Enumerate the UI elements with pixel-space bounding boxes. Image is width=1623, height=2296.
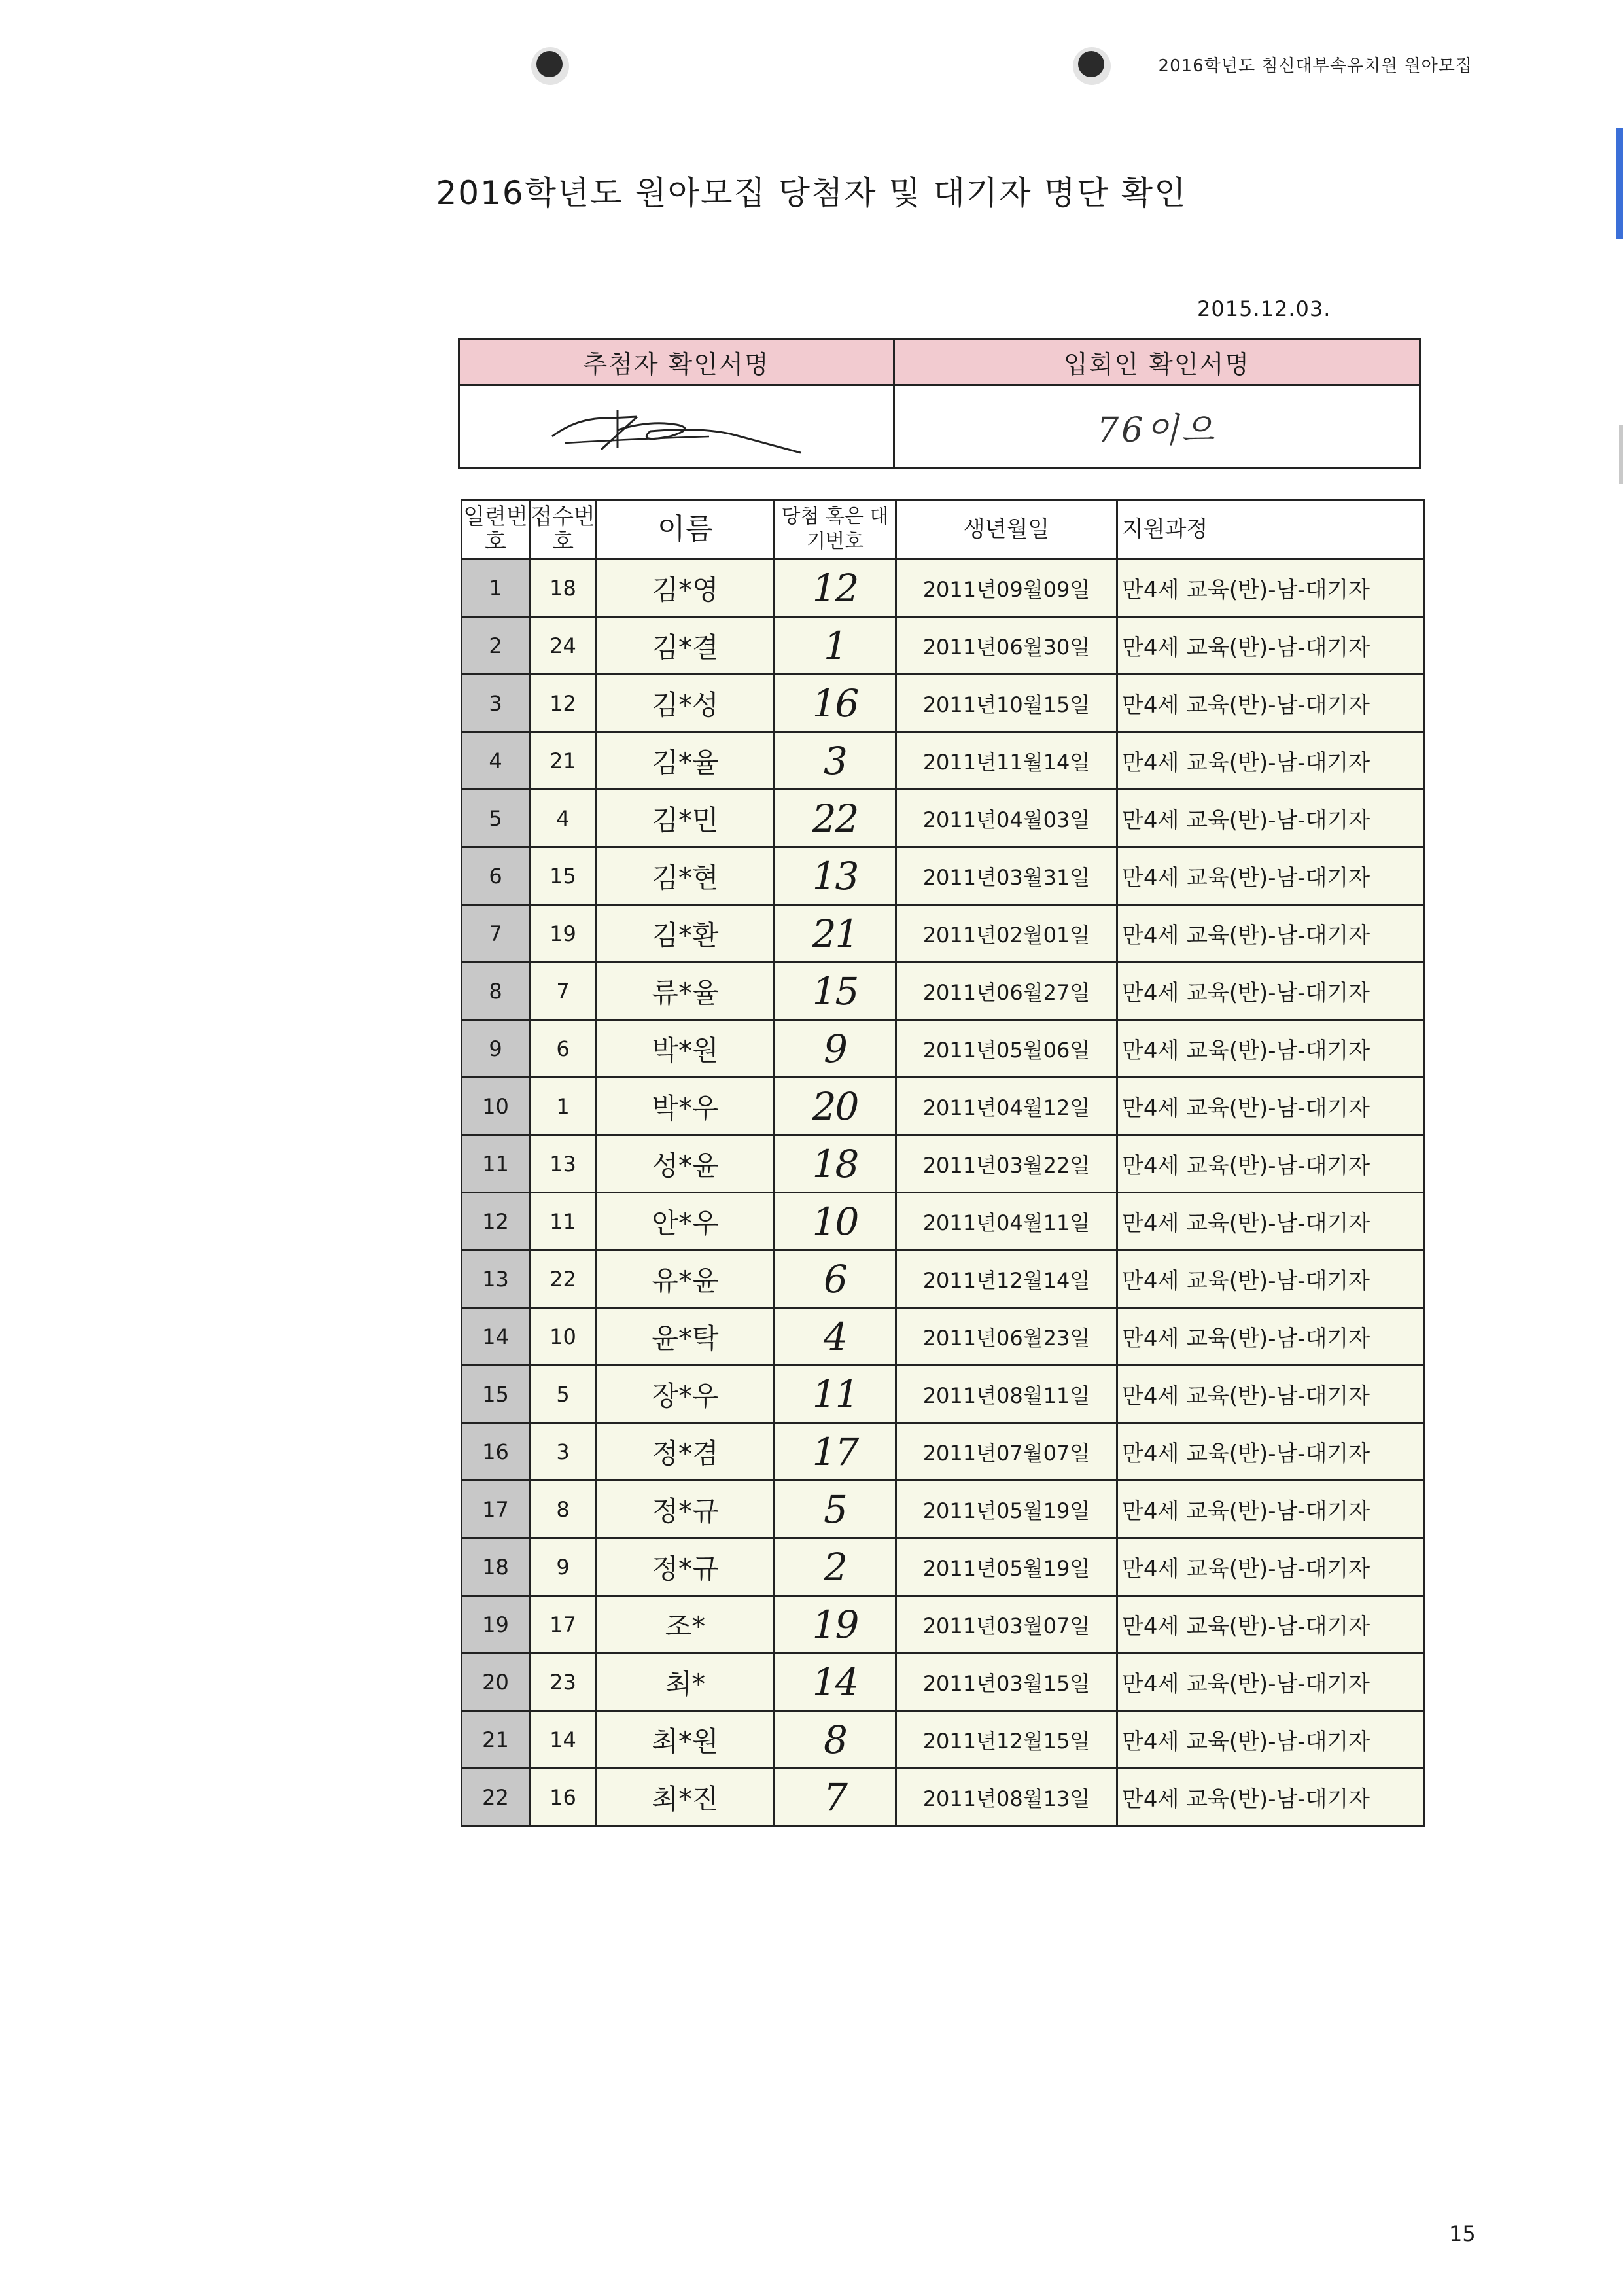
cell-draw-number: 11 bbox=[775, 1366, 896, 1423]
drawer-signature-cell bbox=[459, 385, 894, 468]
column-header-course: 지원과정 bbox=[1117, 500, 1425, 559]
cell-idx: 10 bbox=[462, 1078, 530, 1135]
cell-name: 김*결 bbox=[597, 617, 775, 675]
cell-birth-date: 2011년09월09일 bbox=[896, 559, 1117, 617]
cell-idx: 1 bbox=[462, 559, 530, 617]
cell-name: 윤*탁 bbox=[597, 1308, 775, 1366]
cell-name: 정*규 bbox=[597, 1481, 775, 1538]
cell-course: 만4세 교육(반)-남-대기자 bbox=[1117, 1538, 1425, 1596]
cell-course: 만4세 교육(반)-남-대기자 bbox=[1117, 1423, 1425, 1481]
cell-receipt: 12 bbox=[530, 675, 597, 732]
cell-birth-date: 2011년03월07일 bbox=[896, 1596, 1117, 1653]
table-row bbox=[462, 1769, 1425, 1826]
cell-receipt: 3 bbox=[530, 1423, 597, 1481]
cell-idx: 4 bbox=[462, 732, 530, 790]
cell-birth-date: 2011년03월22일 bbox=[896, 1135, 1117, 1193]
table-row bbox=[462, 1020, 1425, 1078]
column-header-birth: 생년월일 bbox=[896, 500, 1117, 559]
cell-course: 만4세 교육(반)-남-대기자 bbox=[1117, 1193, 1425, 1250]
cell-draw-number: 10 bbox=[775, 1193, 896, 1250]
cell-idx: 22 bbox=[462, 1769, 530, 1826]
cell-course: 만4세 교육(반)-남-대기자 bbox=[1117, 1135, 1425, 1193]
cell-course: 만4세 교육(반)-남-대기자 bbox=[1117, 732, 1425, 790]
cell-idx: 18 bbox=[462, 1538, 530, 1596]
cell-receipt: 13 bbox=[530, 1135, 597, 1193]
cell-birth-date: 2011년03월31일 bbox=[896, 847, 1117, 905]
cell-receipt: 4 bbox=[530, 790, 597, 847]
cell-birth-date: 2011년04월03일 bbox=[896, 790, 1117, 847]
running-header: 2016학년도 침신대부속유치원 원아모집 bbox=[1158, 56, 1473, 76]
cell-name: 최*진 bbox=[597, 1769, 775, 1826]
cell-course: 만4세 교육(반)-남-대기자 bbox=[1117, 847, 1425, 905]
cell-name: 김*성 bbox=[597, 675, 775, 732]
cell-draw-number: 8 bbox=[775, 1711, 896, 1769]
cell-receipt: 6 bbox=[530, 1020, 597, 1078]
signature-table bbox=[458, 338, 1421, 469]
table-row bbox=[462, 1653, 1425, 1711]
cell-draw-number: 22 bbox=[775, 790, 896, 847]
cell-draw-number: 6 bbox=[775, 1250, 896, 1308]
cell-course: 만4세 교육(반)-남-대기자 bbox=[1117, 1481, 1425, 1538]
table-row bbox=[462, 1366, 1425, 1423]
cell-draw-number: 9 bbox=[775, 1020, 896, 1078]
cell-birth-date: 2011년06월27일 bbox=[896, 963, 1117, 1020]
cell-draw-number: 17 bbox=[775, 1423, 896, 1481]
page-number: 15 bbox=[1449, 2221, 1476, 2246]
witness-signature-text: 76이으 bbox=[1097, 410, 1217, 450]
table-row bbox=[462, 1078, 1425, 1135]
cell-draw-number: 12 bbox=[775, 559, 896, 617]
cell-course: 만4세 교육(반)-남-대기자 bbox=[1117, 559, 1425, 617]
cell-receipt: 10 bbox=[530, 1308, 597, 1366]
cell-birth-date: 2011년08월13일 bbox=[896, 1769, 1117, 1826]
cell-idx: 5 bbox=[462, 790, 530, 847]
drawer-signature-image bbox=[539, 391, 814, 463]
cell-draw-number: 16 bbox=[775, 675, 896, 732]
cell-receipt: 8 bbox=[530, 1481, 597, 1538]
cell-receipt: 15 bbox=[530, 847, 597, 905]
column-header-name: 이름 bbox=[597, 500, 775, 559]
cell-idx: 2 bbox=[462, 617, 530, 675]
cell-birth-date: 2011년02월01일 bbox=[896, 905, 1117, 963]
cell-course: 만4세 교육(반)-남-대기자 bbox=[1117, 1653, 1425, 1711]
cell-birth-date: 2011년12월15일 bbox=[896, 1711, 1117, 1769]
cell-birth-date: 2011년06월30일 bbox=[896, 617, 1117, 675]
cell-idx: 19 bbox=[462, 1596, 530, 1653]
cell-birth-date: 2011년11월14일 bbox=[896, 732, 1117, 790]
table-row bbox=[462, 1538, 1425, 1596]
cell-birth-date: 2011년05월19일 bbox=[896, 1481, 1117, 1538]
column-header-idx: 일련번호 bbox=[462, 500, 530, 559]
cell-idx: 11 bbox=[462, 1135, 530, 1193]
table-row bbox=[462, 1193, 1425, 1250]
cell-course: 만4세 교육(반)-남-대기자 bbox=[1117, 1596, 1425, 1653]
cell-receipt: 9 bbox=[530, 1538, 597, 1596]
cell-receipt: 1 bbox=[530, 1078, 597, 1135]
cell-name: 김*현 bbox=[597, 847, 775, 905]
cell-birth-date: 2011년07월07일 bbox=[896, 1423, 1117, 1481]
cell-draw-number: 5 bbox=[775, 1481, 896, 1538]
cell-name: 김*영 bbox=[597, 559, 775, 617]
table-row bbox=[462, 617, 1425, 675]
cell-draw-number: 21 bbox=[775, 905, 896, 963]
cell-name: 정*겸 bbox=[597, 1423, 775, 1481]
cell-name: 최* bbox=[597, 1653, 775, 1711]
table-row bbox=[462, 1423, 1425, 1481]
cell-receipt: 19 bbox=[530, 905, 597, 963]
cell-receipt: 11 bbox=[530, 1193, 597, 1250]
witness-signature-cell bbox=[894, 385, 1420, 468]
cell-name: 조* bbox=[597, 1596, 775, 1653]
cell-idx: 14 bbox=[462, 1308, 530, 1366]
table-row bbox=[462, 847, 1425, 905]
drawer-signature-header: 추첨자 확인서명 bbox=[459, 339, 894, 385]
cell-receipt: 17 bbox=[530, 1596, 597, 1653]
cell-course: 만4세 교육(반)-남-대기자 bbox=[1117, 1078, 1425, 1135]
cell-idx: 12 bbox=[462, 1193, 530, 1250]
cell-receipt: 22 bbox=[530, 1250, 597, 1308]
cell-name: 안*우 bbox=[597, 1193, 775, 1250]
candidate-table bbox=[461, 499, 1425, 1827]
page-title: 2016학년도 원아모집 당첨자 및 대기자 명단 확인 bbox=[436, 174, 1187, 212]
cell-course: 만4세 교육(반)-남-대기자 bbox=[1117, 617, 1425, 675]
cell-course: 만4세 교육(반)-남-대기자 bbox=[1117, 905, 1425, 963]
table-row bbox=[462, 905, 1425, 963]
edge-shadow-mark bbox=[1619, 425, 1623, 484]
cell-name: 김*민 bbox=[597, 790, 775, 847]
cell-name: 류*율 bbox=[597, 963, 775, 1020]
table-row bbox=[462, 675, 1425, 732]
cell-idx: 13 bbox=[462, 1250, 530, 1308]
cell-course: 만4세 교육(반)-남-대기자 bbox=[1117, 1366, 1425, 1423]
cell-draw-number: 14 bbox=[775, 1653, 896, 1711]
cell-receipt: 7 bbox=[530, 963, 597, 1020]
cell-name: 박*우 bbox=[597, 1078, 775, 1135]
cell-idx: 9 bbox=[462, 1020, 530, 1078]
table-row bbox=[462, 1250, 1425, 1308]
cell-name: 정*규 bbox=[597, 1538, 775, 1596]
cell-birth-date: 2011년06월23일 bbox=[896, 1308, 1117, 1366]
cell-draw-number: 2 bbox=[775, 1538, 896, 1596]
cell-name: 김*율 bbox=[597, 732, 775, 790]
table-row bbox=[462, 1135, 1425, 1193]
cell-name: 성*윤 bbox=[597, 1135, 775, 1193]
table-row bbox=[462, 963, 1425, 1020]
cell-receipt: 16 bbox=[530, 1769, 597, 1826]
cell-course: 만4세 교육(반)-남-대기자 bbox=[1117, 963, 1425, 1020]
cell-idx: 16 bbox=[462, 1423, 530, 1481]
cell-name: 김*환 bbox=[597, 905, 775, 963]
cell-receipt: 5 bbox=[530, 1366, 597, 1423]
cell-name: 장*우 bbox=[597, 1366, 775, 1423]
cell-course: 만4세 교육(반)-남-대기자 bbox=[1117, 1250, 1425, 1308]
cell-draw-number: 20 bbox=[775, 1078, 896, 1135]
cell-idx: 7 bbox=[462, 905, 530, 963]
witness-signature-header: 입회인 확인서명 bbox=[894, 339, 1420, 385]
cell-draw-number: 18 bbox=[775, 1135, 896, 1193]
cell-birth-date: 2011년04월12일 bbox=[896, 1078, 1117, 1135]
cell-receipt: 21 bbox=[530, 732, 597, 790]
cell-receipt: 18 bbox=[530, 559, 597, 617]
cell-draw-number: 15 bbox=[775, 963, 896, 1020]
punch-hole-left bbox=[531, 47, 569, 85]
cell-idx: 21 bbox=[462, 1711, 530, 1769]
cell-course: 만4세 교육(반)-남-대기자 bbox=[1117, 790, 1425, 847]
table-header-row bbox=[462, 500, 1425, 559]
column-header-draw: 당첨 혹은 대기번호 bbox=[775, 500, 896, 559]
cell-course: 만4세 교육(반)-남-대기자 bbox=[1117, 1308, 1425, 1366]
cell-idx: 15 bbox=[462, 1366, 530, 1423]
cell-birth-date: 2011년05월19일 bbox=[896, 1538, 1117, 1596]
table-row bbox=[462, 732, 1425, 790]
cell-draw-number: 4 bbox=[775, 1308, 896, 1366]
cell-idx: 3 bbox=[462, 675, 530, 732]
table-row bbox=[462, 1481, 1425, 1538]
cell-draw-number: 3 bbox=[775, 732, 896, 790]
cell-name: 유*윤 bbox=[597, 1250, 775, 1308]
cell-name: 최*원 bbox=[597, 1711, 775, 1769]
cell-birth-date: 2011년03월15일 bbox=[896, 1653, 1117, 1711]
cell-idx: 17 bbox=[462, 1481, 530, 1538]
cell-course: 만4세 교육(반)-남-대기자 bbox=[1117, 1711, 1425, 1769]
table-row bbox=[462, 790, 1425, 847]
table-row bbox=[462, 559, 1425, 617]
table-row bbox=[462, 1308, 1425, 1366]
document-date: 2015.12.03. bbox=[1197, 296, 1331, 321]
cell-draw-number: 19 bbox=[775, 1596, 896, 1653]
cell-draw-number: 7 bbox=[775, 1769, 896, 1826]
cell-idx: 6 bbox=[462, 847, 530, 905]
cell-draw-number: 13 bbox=[775, 847, 896, 905]
column-header-receipt: 접수번호 bbox=[530, 500, 597, 559]
cell-draw-number: 1 bbox=[775, 617, 896, 675]
table-row bbox=[462, 1596, 1425, 1653]
cell-birth-date: 2011년10월15일 bbox=[896, 675, 1117, 732]
cell-idx: 8 bbox=[462, 963, 530, 1020]
cell-receipt: 23 bbox=[530, 1653, 597, 1711]
cell-receipt: 14 bbox=[530, 1711, 597, 1769]
cell-birth-date: 2011년08월11일 bbox=[896, 1366, 1117, 1423]
cell-idx: 20 bbox=[462, 1653, 530, 1711]
cell-name: 박*원 bbox=[597, 1020, 775, 1078]
punch-hole-right bbox=[1073, 47, 1111, 85]
cell-course: 만4세 교육(반)-남-대기자 bbox=[1117, 1769, 1425, 1826]
cell-birth-date: 2011년12월14일 bbox=[896, 1250, 1117, 1308]
cell-course: 만4세 교육(반)-남-대기자 bbox=[1117, 1020, 1425, 1078]
cell-birth-date: 2011년04월11일 bbox=[896, 1193, 1117, 1250]
table-row bbox=[462, 1711, 1425, 1769]
cell-birth-date: 2011년05월06일 bbox=[896, 1020, 1117, 1078]
cell-course: 만4세 교육(반)-남-대기자 bbox=[1117, 675, 1425, 732]
cell-receipt: 24 bbox=[530, 617, 597, 675]
